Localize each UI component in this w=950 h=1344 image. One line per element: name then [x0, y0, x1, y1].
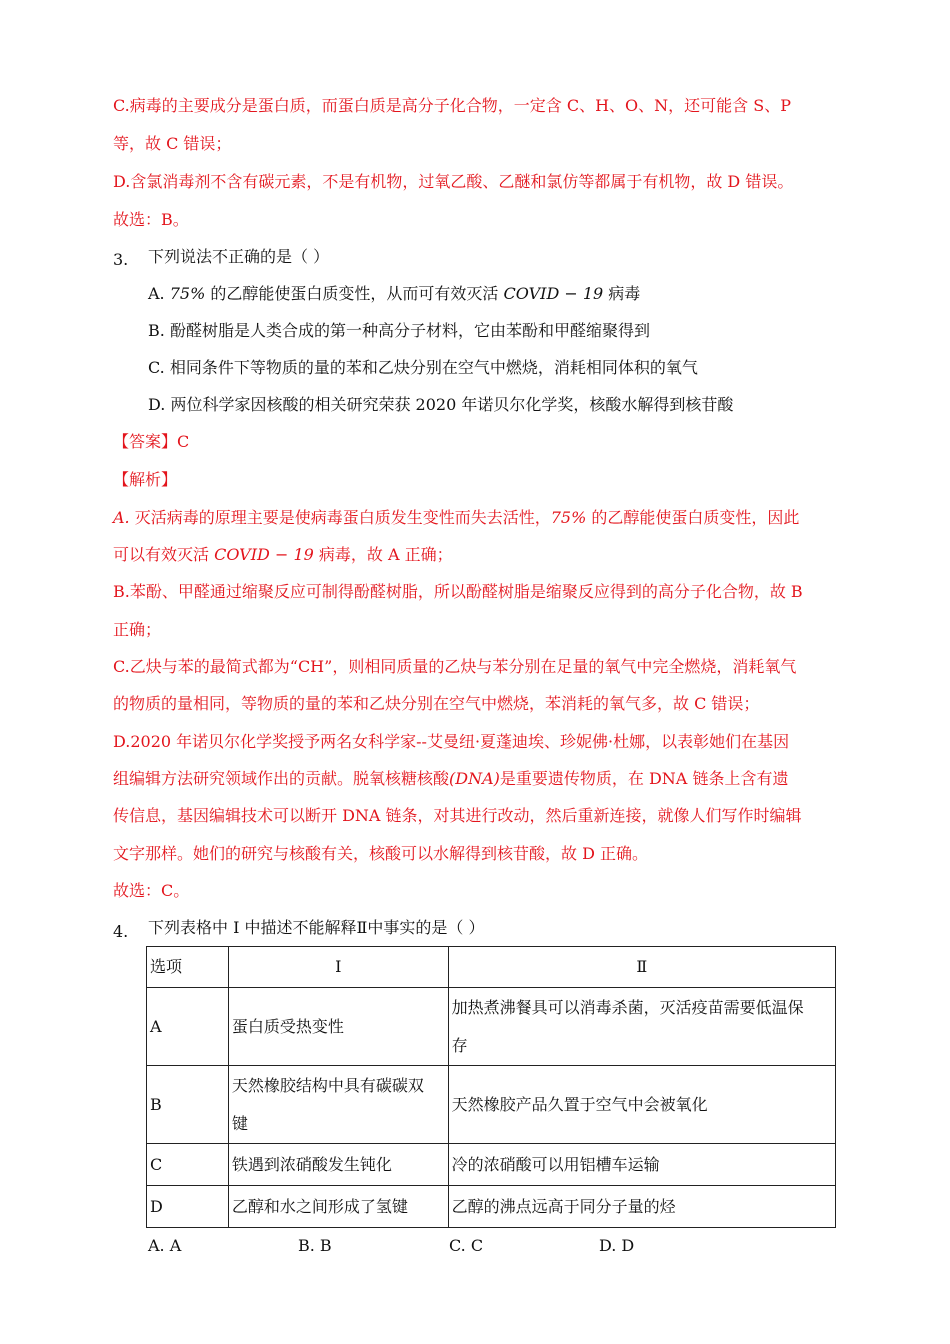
header-i: I	[228, 947, 448, 988]
q3-option-c	[148, 358, 698, 378]
math-covid: COVID − 19	[503, 284, 604, 303]
cell-line: 加热煮沸餐具可以消毒杀菌，灭活疫苗需要低温保	[451, 997, 804, 1017]
table-header-row	[147, 947, 836, 988]
prev-analysis-c-line1: C.病毒的主要成分是蛋白质，而蛋白质是高分子化合物，一定含 C、H、O、N，还可能含 S、P	[113, 96, 791, 115]
q3-analysis-d-line1: D.2020 年诺贝尔化学奖授予两名女科学家--艾曼纽·夏蓬迪埃、珍妮佛·杜娜，以表彰她们在基因	[113, 732, 790, 751]
option-text: 的乙醇能使蛋白质变性，从而可有效灭活	[205, 284, 504, 303]
row-option: B	[147, 1066, 229, 1144]
cell-line: 天然橡胶结构中具有碳碳双	[231, 1075, 424, 1095]
cell-line: 存	[451, 1035, 468, 1055]
q3-analysis-c-line1: C.乙炔与苯的最简式都为“CH”，则相同质量的乙炔与苯分别在足量的氧气中完全燃烧，消耗氧气	[113, 657, 797, 676]
option-text: 相同条件下等物质的量的苯和乙炔分别在空气中燃烧，消耗相同体积的氧气	[169, 358, 698, 377]
q4-stem: 下列表格中 I 中描述不能解释Ⅱ中事实的是（ ）	[148, 918, 485, 937]
analysis-text: 组编辑方法研究领域作出的贡献。脱氧核糖核酸	[113, 769, 450, 788]
math-percent: 75%	[550, 508, 587, 527]
prev-analysis-d-line: D.含氯消毒剂不含有碳元素，不是有机物，过氧乙酸、乙醚和氯仿等都属于有机物，故 D 错误。	[113, 172, 794, 191]
option-text-end: 病毒	[603, 284, 641, 303]
cell-line: 键	[231, 1113, 248, 1133]
analysis-text: 的乙醇能使蛋白质变性，因此	[586, 508, 800, 527]
prev-choose: 故选：B。	[113, 210, 189, 229]
option-label: B.	[148, 321, 165, 340]
q4-number: 4.	[113, 922, 129, 941]
q3-answer: 【答案】C	[113, 432, 190, 451]
q3-number: 3.	[113, 250, 129, 269]
analysis-text: 是重要遗传物质，在 DNA 链条上含有遗	[499, 769, 789, 788]
header-option: 选项	[147, 947, 229, 988]
math-dna: (DNA)	[449, 769, 500, 788]
q3-choose: 故选：C。	[113, 881, 190, 900]
row-ii: 乙醇的沸点远高于同分子量的烃	[448, 1186, 835, 1228]
row-option: D	[147, 1186, 229, 1228]
q3-stem: 下列说法不正确的是（ ）	[148, 247, 330, 266]
q3-analysis-b-line2: 正确；	[113, 620, 162, 639]
table-row	[147, 1144, 836, 1186]
option-text: 两位科学家因核酸的相关研究荣获 2020 年诺贝尔化学奖，核酸水解得到核苷酸	[170, 395, 734, 414]
option-label: D.	[148, 395, 166, 414]
q4-choice-a: A. A	[148, 1236, 182, 1255]
table-row	[147, 988, 836, 1066]
q3-analysis-title: 【解析】	[113, 470, 178, 489]
row-ii: 天然橡胶产品久置于空气中会被氧化	[448, 1066, 835, 1144]
analysis-text: 病毒，故 A 正确；	[313, 545, 453, 564]
analysis-text: 灭活病毒的原理主要是使病毒蛋白质发生变性而失去活性，	[129, 508, 551, 527]
row-option: C	[147, 1144, 229, 1186]
row-ii: 冷的浓硝酸可以用铝槽车运输	[448, 1144, 835, 1186]
q3-analysis-d-line4: 文字那样。她们的研究与核酸有关，核酸可以水解得到核苷酸，故 D 正确。	[113, 844, 649, 863]
math-a-label: A.	[113, 508, 130, 527]
option-label: A.	[148, 284, 165, 303]
option-label: C.	[148, 358, 165, 377]
q3-option-d	[148, 395, 733, 415]
q4-choice-b: B. B	[298, 1236, 332, 1255]
header-ii: Ⅱ	[448, 947, 835, 988]
row-option: A	[147, 988, 229, 1066]
q3-analysis-d-line3: 传信息，基因编辑技术可以断开 DNA 链条，对其进行改动，然后重新连接，就像人们写作时编辑	[113, 806, 802, 825]
q3-option-a	[148, 284, 640, 304]
table-row	[147, 1066, 836, 1144]
q3-analysis-a-line1	[113, 508, 799, 528]
table-row	[147, 1186, 836, 1228]
math-percent: 75%	[169, 284, 206, 303]
row-i: 乙醇和水之间形成了氢键	[228, 1186, 448, 1228]
math-covid: COVID − 19	[214, 545, 314, 564]
row-i: 蛋白质受热变性	[228, 988, 448, 1066]
q4-choice-c: C. C	[449, 1236, 484, 1255]
row-i: 铁遇到浓硝酸发生钝化	[228, 1144, 448, 1186]
q3-analysis-a-line2	[113, 545, 453, 565]
q3-analysis-d-line2	[113, 769, 788, 789]
q3-analysis-c-line2: 的物质的量相同，等物质的量的苯和乙炔分别在空气中燃烧，苯消耗的氧气多，故 C 错误；	[113, 694, 760, 713]
q3-analysis-b-line1: B.苯酚、甲醛通过缩聚反应可制得酚醛树脂，所以酚醛树脂是缩聚反应得到的高分子化合物，故 B	[113, 582, 803, 601]
analysis-text: 可以有效灭活	[113, 545, 215, 564]
option-text: 酚醛树脂是人类合成的第一种高分子材料，它由苯酚和甲醛缩聚得到	[169, 321, 650, 340]
row-i	[228, 1066, 448, 1144]
prev-analysis-c-line2: 等，故 C 错误；	[113, 134, 232, 153]
q4-choice-d: D. D	[599, 1236, 635, 1255]
row-ii	[448, 988, 835, 1066]
q4-table	[146, 946, 836, 1228]
q3-option-b	[148, 321, 650, 341]
